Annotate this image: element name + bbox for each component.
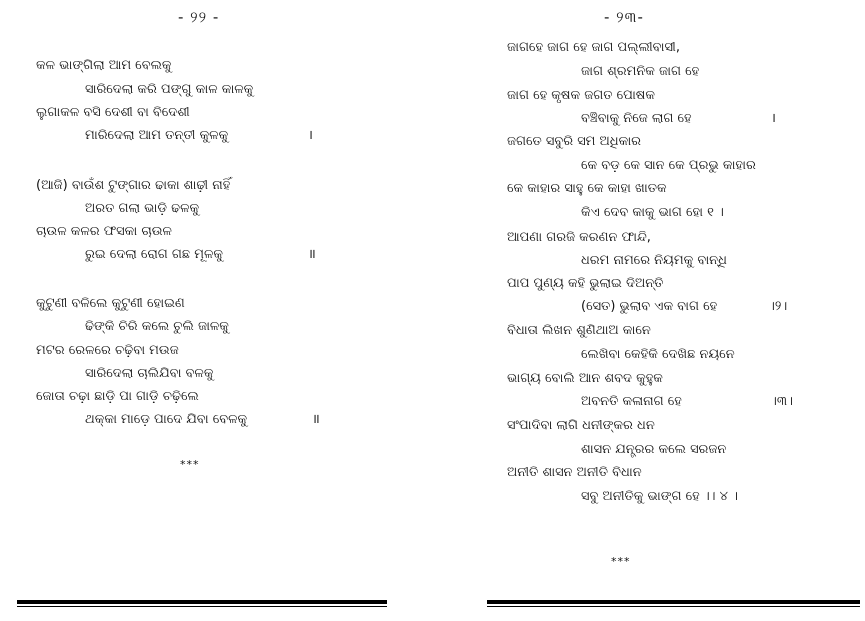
left-page [0,0,432,621]
poem-line: ଶାସନ ଯନ୍ତ୍ରର କଲେ ସରଜନ [581,442,727,457]
poem-line: କୁଟୁଣୀ ବଳିଲେ କୁଟୁଣୀ ହୋଇଣ [36,296,185,311]
poem-line: ସଂପାଦିବା ଲାଗି ଧନୀଙ୍କର ଧନ [507,418,655,433]
poem-line: ସାରିଦେଲା ଚାଲିଯିବା ବଳକୁ [85,366,214,381]
poem-line: ମାରିଦେଲା ଆମ ତନ୍ତୀ କୁଳକୁ [85,128,229,143]
poem-line: ଧରମ ନାମରେ ନିୟମକୁ ବାନ୍ଧି [581,253,727,268]
verse-mark: ॥ [308,247,316,262]
poem-line: (ସେତ) ଭୁଲାବ ଏକ ବାଗ ହେ [581,299,718,314]
verse-mark: । [771,111,776,126]
section-divider-stars: *** [611,555,631,568]
poem-line: ଅନୀତି ଶାସନ ଅନୀତି ବିଧାନ [507,465,642,480]
page-number: - ୨୨ - [178,8,220,26]
poem-line: ଜୋତା ଚଢ଼ା ଛାଡ଼ି ପା ଗାଡ଼ି ଚଢ଼ିଲେ [36,389,199,404]
poem-line: ଲୁଗାକଳ ବସି ଦେଶୀ ବା ବିଦେଶୀ [36,105,190,120]
section-divider-stars: *** [180,458,200,471]
poem-line: ରୁଇ ଦେଲା ରୋଗ ଗଛ ମୂଳକୁ [85,247,223,262]
poem-line: ଥକ୍କା ମାଡ଼େ ପାଦେ ଯିବା ବେଳକୁ [85,412,248,427]
right-page [433,0,865,621]
verse-mark: ॥ [312,412,320,427]
poem-line: ସାରିଦେଲା କରି ପଙ୍ଗୁ କାଳ କାଳକୁ [85,82,254,97]
poem-line: ଭାଗ୍ୟ ବୋଲି ଆନ ଶବଦ କୁହୁକ [507,371,663,386]
footer-rule [17,600,387,607]
poem-line: ପାପ ପୁଣ୍ୟ କହି ଭୁଲାଇ ଦିଅନ୍ତି [507,276,664,291]
poem-line: ବିଧାତା ଲିଖନ ଶୁଣିଥାଅ କାନେ [507,323,651,338]
poem-line: ଆପଣା ଗରଜି କରଣନ ଫାନ୍ଦି, [507,230,651,245]
page-number: - ୨୩- [604,8,644,26]
poem-line: କେ ବଡ଼ କେ ସାନ କେ ପ୍ରଭୁ କାହାର [581,158,756,173]
poem-line: ଚାଉଳ କଳର ଫସକା ଚାଉଳ [36,224,172,239]
poem-line: ଜାଗ ହେ କୃଷକ ଜଗତ ପୋଷକ [507,88,655,103]
poem-line: ସବୁ ଅନୀତିକୁ ଭାଙ୍ଗ ହେ ।। ୪ । [581,489,738,504]
poem-line: ଅବନତି କଳାନାଗ ହେ [581,394,682,409]
poem-line: ଢିଙ୍କି ଚିରି କଲେ ଚୁଲି ଜାଳକୁ [85,319,229,334]
poem-line: ଅରତ ଗଲା ଭାଡ଼ି ଢଳକୁ [85,201,200,216]
poem-line: କେ କାହାର ସାହୁ କେ କାହା ଖାତକ [507,181,667,196]
poem-line: ଲେଖିବା କେହିକି ଦେଖିଛ ନୟନେ [581,347,735,362]
poem-line: ଜଗତେ ସବୁରି ସମ ଅଧିକାର [507,134,642,149]
poem-line: କିଏ ଦେବ କାକୁ ଭାଗ ହୋ ୧ । [581,205,724,220]
verse-mark: । [308,128,313,143]
poem-line: ଜାଗହେ ଜାଗ ହେ ଜାଗ ପଲ୍ଲୀବାସୀ, [507,40,680,55]
verse-mark: ।୩। [771,394,793,409]
verse-mark: ।୨। [769,299,788,314]
poem-line: କଳ ଭାଙ୍ଗିଲା ଆମ ବେଲକୁ [36,58,172,73]
footer-rule [487,600,860,607]
poem-line: (ଆଜି) ବାଉଁଶ ଟୁଙ୍ଗାର ଢାକା ଶାଢ଼ୀ ନାହିଁ [36,178,231,193]
poem-line: ବଞ୍ଚିବାକୁ ନିଜେ ଲାଗ ହେ [581,111,692,126]
poem-line: ଜାଗ ଶ୍ରମନିକ ଜାଗ ହେ [581,64,700,79]
poem-line: ମଟର ରେଳରେ ଚଢ଼ିବା ମଉଜ [36,343,179,358]
